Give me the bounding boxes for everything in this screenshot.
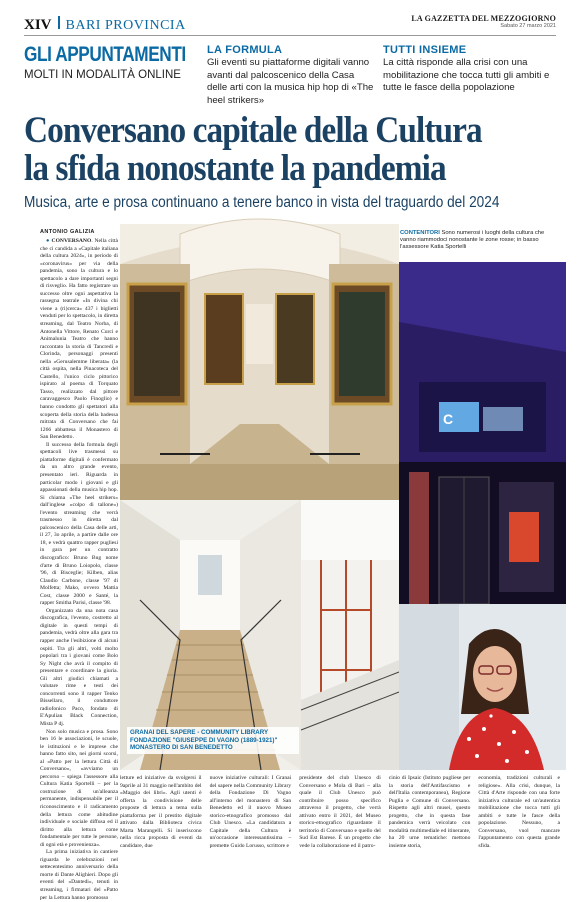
section-divider xyxy=(58,16,60,29)
caption-line: GRANAI DEL SAPERE - COMMUNITY LIBRARY xyxy=(130,729,269,736)
paragraph-text: . Nella città che ci candida a «Capitale italiana della cultura 2024», in periodo di «coronavirus» per via della pandemia, sono la cultura e lo spettacolo a dare importanti segni di risveglio. Ha fatto registrare un successo oltre ogni aspettativa la rassegna teatrale «In divina chi viene a (ri)cerca» 437 i biglietti venduti per lo spettacolo, in diretta streaming, dal Teatro Norba, di Antonella Vittore, Renato Curci e Animalunia Teatro che hanno raccontato la storia di Tancredi e Clorinda, personaggi presenti nella «Gerusalemme liberata» (la città ospita, nella Pinacoteca del Castello, l'unico ciclo pittorico ispirato al poema di Torquato Tasso, realizzato dal pittore caravaggesco Paolo Finoglio) e hanno condotto gli spettatori alla scoperta della storia della badessa mitrata di Conversano che fai 1266 abbattesa il Monastero di San Benedetto. xyxy=(40,238,119,441)
article-paragraph: Non solo musica e prosa. Sono ben 16 le associazioni, le scuole, le istituzioni e le imprese che hanno fatto sito, nei giorni scorsi, al «Patto per la lettura Città di Conversano», «avviamo un percorso – spiega l'assessore alla Cultura Katia Sportelli – per la costruzione di un'alleanza permanente, indispensabile per il riconoscimento e il radicamento della lettura come abitudine individuale e sociale diffusa ed il diritto alla lettura come fondamentale per tutte le persone, di ogni età e provenienza». xyxy=(40,728,118,848)
photo-caption-granai xyxy=(127,727,299,754)
svg-text:C: C xyxy=(443,411,454,427)
byline: ANTONIO GALIZIA xyxy=(40,229,95,235)
article-paragraph: La prima iniziativa in cantiere riguarda le celebrazioni nel settecentesimo anniversario della morte di Dante Alighieri. Dopo gli eventi del «Dantedi», tenuti in streaming, i firmatari del «Patto per la Lettura hanno promosso xyxy=(40,849,118,901)
caption-text: Sono numerosi i luoghi della cultura che vanno riammodoci nonostante le zone rosse; in basso l'assessore Katia Sportelli xyxy=(400,230,545,251)
headline-line-2: la sfida nonostante la pandemia xyxy=(24,148,446,189)
article-left-column xyxy=(40,238,119,901)
article-column: economia, tradizioni culturali e religiose». Alla crisi, dunque, la Città d'Arte risponde con una forte iniziativa culturale ed un'autentica mobilitazione che tocca tutti gli ambiti e tutte le fasce della popolazione. Nessuno, a Conversano, vuol mancare l'appuntamento con questa grande sfida. xyxy=(478,775,560,849)
article-bottom-columns xyxy=(120,775,560,849)
article-column: cinio di Ipsaic (Istituto pugliese per la storia dell'Antifascismo e dell'Italia contemporanea), Regione Puglia e Comune di Conversano. Rispetto agli altri musei, questo progetto, che in questa fase pandemica verrà veicolato con modalità multimediale ed itinerante, ha 20 urne tematiche: mettono insieme storia, xyxy=(388,775,471,849)
kicker-tutti-title: TUTTI INSIEME xyxy=(383,44,467,56)
headline-subtitle: Musica, arte e prosa continuano a tenere banco in vista del traguardo del 2024 xyxy=(24,194,500,211)
kicker-tutti-insieme xyxy=(383,44,558,95)
article-column: presidente del club Unesco di Conversano e Mola di Bari – alla quale il Club Unesco può contribuire posso specifico attraverso il progetto, che verrà attivato entro il 2021, del Museo storico-etnografico riguardante il territorio di Conversano e quello del Sud Est Barese. È un progetto che vede la collaborazione ed il patro- xyxy=(299,775,381,849)
kicker-appuntamenti xyxy=(24,44,194,81)
kicker-main-subtitle: MOLTI IN MODALITÀ ONLINE xyxy=(24,69,181,81)
katia-sportelli-photo xyxy=(399,604,566,770)
headline-line-1: Conversano capitale della Cultura xyxy=(24,110,482,151)
museum-gallery-photo xyxy=(120,224,399,500)
paper-name: LA GAZZETTA DEL MEZZOGIORNO xyxy=(411,14,556,23)
scaffolding-photo xyxy=(301,500,399,770)
page-header xyxy=(24,14,556,36)
page-number: XIV xyxy=(24,17,52,33)
article-paragraph: Organizzato da una nota casa discografica, l'evento, costretto al digitale in questi tempi di pandemia, vedrà oltre alla gara tra rapper anche l'esibizione di alcuni ospiti. Tra gli altri, volti molto popolari tra i giovani come Bolo Sy Night che avrà il compito di presentare e coordinare la giuria. Gli altri giudici chiamati a valutare rime e testi dei concorrenti sono il rapper Tenko Bissellaro, il conduttore radiofonico Paco, fondato di E'Apulian Black Connection, Mista P dj. xyxy=(40,607,118,727)
masthead xyxy=(411,14,556,29)
article-paragraph xyxy=(40,238,118,442)
section-header xyxy=(24,16,186,34)
article-column: nuove iniziative culturali: I Granai del sapere nella Community Library della Fondazione Di Vagno all'interno del monastero di San Benedetto ed il nuovo Museo storico-etnografico promosso dal Club Unesco. «La candidatura a Capitale della Cultura è un'occasione interessantissima – premette Guido Lorusso, scrittore e xyxy=(209,775,292,849)
casa-delle-arti-photo xyxy=(399,262,566,604)
article-paragraph: Il successo della formula degli spettacoli live trasmessi su piattaforme digitali è confermato da un altro grande evento, presentato ieri. Riguarda in particolar modo i giovani e gli appassionati della musica hip hop. Si chiama «The heel strikers» dall'inglese «colpo di tallone») l'evento streaming che verrà trasmesso in diretta dal palcoscenico della Casa delle arti, il 27, 3o aprile, a partire dalle ore 18, e vedrà quattro rapper pugliesi in gara per un contratto discografico: Bruno Bug nome d'arte di Bruno Loiopolo, classe '96, di Bisceglie; Kilben, alias Claudio Carbone, classe '97 di Molfetta; Mako, ovvero Mattia Cost, classe 2000 e Santé, la rapper Smitha Parisi, classe '98. xyxy=(40,441,118,607)
photo-caption-contenitori xyxy=(400,230,560,252)
kicker-formula-text: Gli eventi su piattaforme digitali vanno avanti dal palcoscenico della Casa delle arti con la musica hip hop di «The heel strikers» xyxy=(207,57,374,106)
caption-tag: CONTENITORI xyxy=(400,230,440,236)
headline xyxy=(24,112,510,188)
kicker-main-title: GLI APPUNTAMENTI xyxy=(24,43,186,66)
article-column: letture ed iniziative da svolgersi il 9aprile al 31 maggio nell'ambito del «Maggio dei libri». Agli utenti è offerta la condivisione delle proposte di lettura a tema sulla piattaforma per il prestito digitale attivato dalla Biblioteca civica Marta Marangelli. Si inseriscono nella ricca proposta di eventi da candidare, due xyxy=(120,775,202,849)
lead-word: CONVERSANO xyxy=(51,238,92,244)
caption-line: MONASTERO DI SAN BENEDETTO xyxy=(130,744,233,751)
kicker-tutti-text: La città risponde alla crisi con una mobilitazione che tocca tutti gli ambiti e tutte le fasce della popolazione xyxy=(383,57,550,93)
issue-date: Sabato 27 marzo 2021 xyxy=(500,23,556,29)
kicker-formula-title: LA FORMULA xyxy=(207,44,283,56)
kicker-formula xyxy=(207,44,377,107)
caption-line: FONDAZIONE "GIUSEPPE DI VAGNO (1889-1921)" xyxy=(130,736,278,744)
section-name: BARI PROVINCIA xyxy=(65,18,186,33)
lead-marker: ● xyxy=(46,238,52,244)
